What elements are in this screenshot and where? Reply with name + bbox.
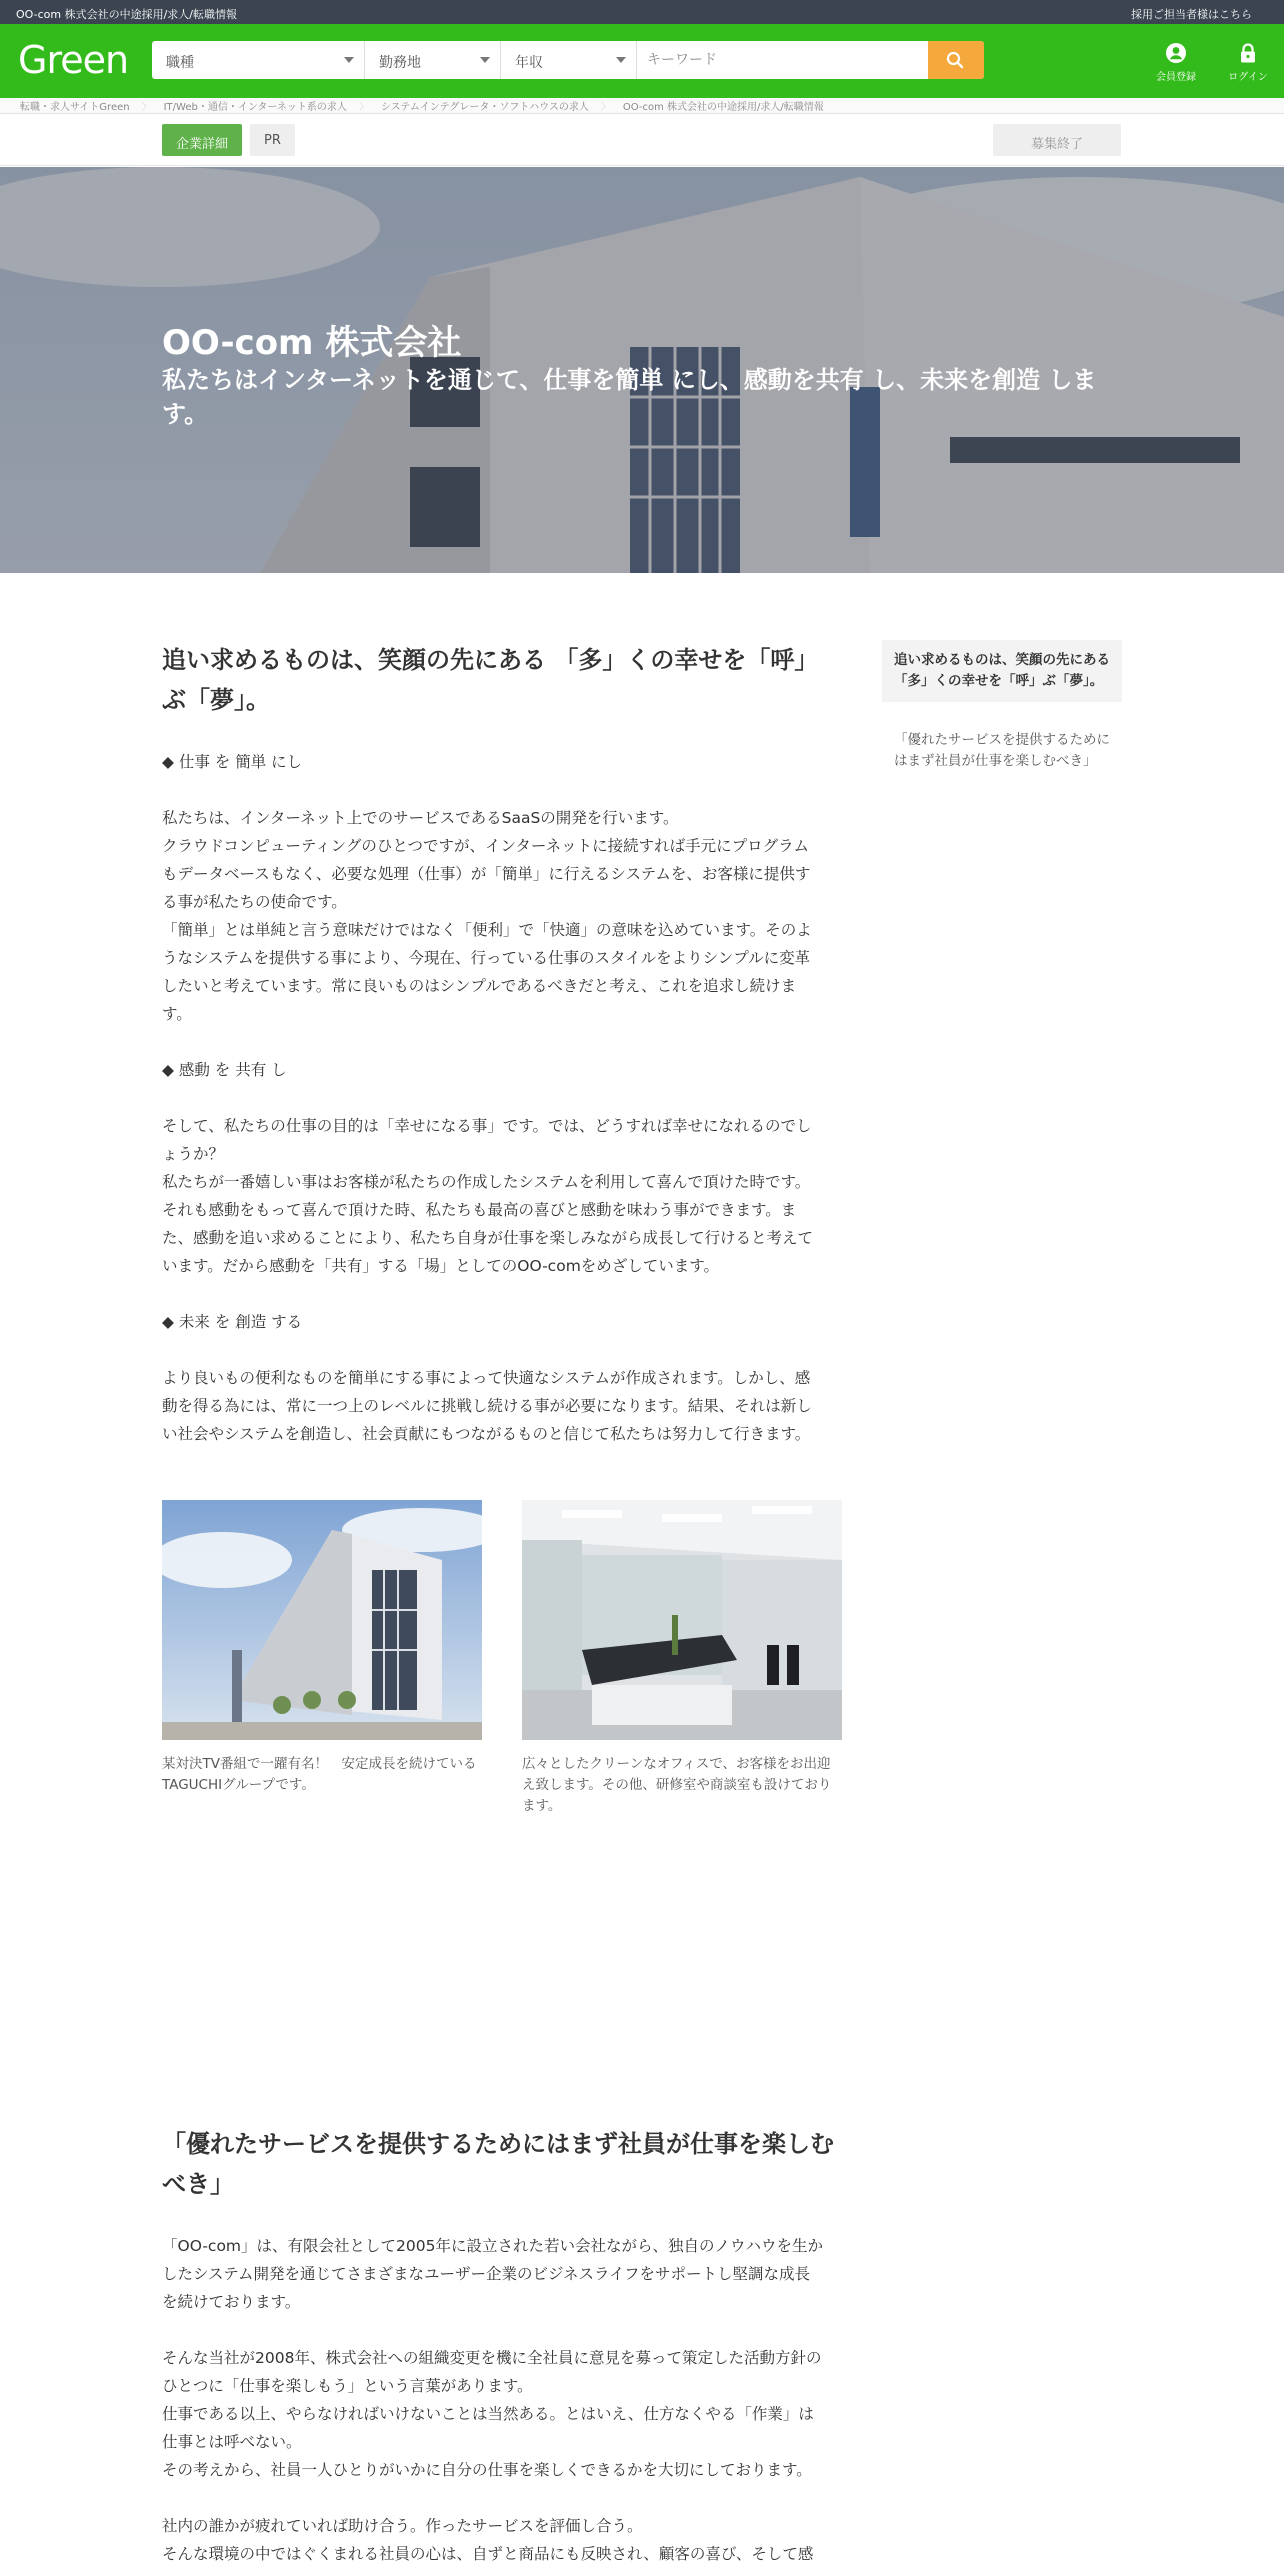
search-bar (152, 41, 984, 79)
sidebar-item[interactable]: 「優れたサービスを提供するためにはまず社員が仕事を楽しむべき」 (894, 732, 1110, 769)
sidebar-item-active[interactable]: 追い求めるものは、笑顔の先にある 「多」くの幸せを「呼」ぶ「夢」。 (882, 640, 1122, 702)
section2-body: 「OO-com」は、有限会社として2005年に設立された若い会社ながら、独自のノウハウを生か したシステム開発を通じてさまざまなユーザー企業のビジネスライフをサポートし堅調な成長 を続けております。 そんな当社が2008年、株式会社への組織変更を機に全社員に意見を募って策定した活動方針の ひとつに「仕事を楽しもう」という言葉があります。 仕事である以上、やらなければいけないことは当然ある。とはいえ、仕方なくやる「作業」は 仕事とは呼べない。 その考えから、社員一人ひとりがいかに自分の仕事を楽しくできるかを大切にしております。 社内の誰かが疲れていれば助け合う。作ったサービスを評価し合う。 そんな環境の中ではぐくまれる社員の心は、自ずと商品にも反映され、顧客の喜び、そして感 (162, 2237, 823, 2563)
job-type-label: 職種 (166, 55, 194, 71)
hero-banner (0, 167, 1284, 573)
chevron-right-icon: 〉 (141, 102, 152, 113)
chevron-down-icon (480, 57, 490, 63)
chevron-right-icon: 〉 (600, 102, 611, 113)
breadcrumb-item[interactable]: IT/Web・通信・インターネット系の求人 (163, 102, 347, 113)
company-tabs (0, 115, 1284, 166)
article-body: ◆ 仕事 を 簡単 にし 私たちは、インターネット上でのサービスであるSaaSの開発を行います。 クラウドコンピューティングのひとつですが、インターネットに接続すれば手元にプログラム もデータベースもなく、必要な処理（仕事）が「簡単」に行えるシステムを、お客様に提供す る事が私たちの使命です。 「簡単」とは単純と言う意味だけではなく「便利」で「快適」の意味を込めています。そのよ うなシステムを提供する事により、今現在、行っている仕事のスタイルをよりシンプルに変革 したいと考えています。常に良いものはシンプルであるべきだと考え、これを追求し続けま す。 ◆ 感動 を 共有 し そして、私たちの仕事の目的は「幸せになる事」です。では、どうすれば幸せになれるのでし ょうか？ 私たちが一番嬉しい事はお客様が私たちの作成したシステムを利用して喜んで頂けた時です。 それも感動をもって喜んで頂けた時、私たちも最高の喜びと感動を味わう事ができます。ま た、感動を追い求めることにより、私たち自身が仕事を楽しみながら成長して行けると考えて います。だから感動を「共有」する「場」としてのOO-comをめざしています。 ◆ 未来 を 創造 する より良いもの便利なものを簡単にする事によって快適なシステムが作成されます。しかし、感 動を得る為には、常に一つ上のレベルに挑戦し続ける事が必要になります。結果、それは新し い社会やシステムを創造し、社会貢献にもつながるものと信じて私たちは努力して行きます。 (162, 753, 814, 1443)
sidebar-toc (882, 640, 1122, 782)
photo-caption: 某対決TV番組で一躍有名！ 安定成長を続けているTAGUCHIグループです。 (162, 1756, 477, 1793)
photo-card (162, 1500, 482, 1796)
breadcrumb-current: OO-com 株式会社の中途採用/求人/転職情報 (622, 102, 824, 113)
breadcrumb (0, 98, 1284, 114)
recruiter-link[interactable]: 採用ご担当者様はこちら (1131, 8, 1252, 21)
breadcrumb-item[interactable]: 転職・求人サイトGreen (20, 102, 130, 113)
recruitment-closed-badge: 募集終了 (993, 124, 1121, 156)
tab-company-detail[interactable]: 企業詳細 (162, 124, 242, 156)
section2-title: 「優れたサービスを提供するためにはまず社員が仕事を楽しむべき」 (162, 2130, 834, 2198)
salary-label: 年収 (515, 55, 543, 71)
login-button[interactable] (1218, 42, 1278, 83)
top-info-bar (0, 0, 1284, 24)
site-header (0, 24, 1284, 98)
building-exterior-image (162, 1500, 482, 1740)
office-lobby-photo (522, 1500, 842, 1740)
company-name: OO-com 株式会社 (162, 323, 462, 363)
photo-caption: 広々としたクリーンなオフィスで、お客様をお出迎え致します。その他、研修室や商談室も設けております。 (522, 1756, 832, 1814)
login-label: ログイン (1228, 72, 1268, 83)
location-label: 勤務地 (379, 55, 421, 71)
keyword-input[interactable] (637, 41, 928, 79)
search-button[interactable] (928, 41, 984, 79)
register-button[interactable] (1146, 42, 1206, 83)
company-tagline: 私たちはインターネットを通じて、仕事を簡単 にし、感動を共有 し、未来を創造 します。 (162, 366, 1097, 428)
building-exterior-photo (162, 1500, 482, 1740)
tab-pr[interactable]: PR (250, 124, 295, 156)
search-icon (946, 51, 964, 69)
article-section-2 (162, 2124, 842, 2568)
office-lobby-image (522, 1500, 842, 1740)
article-section (162, 640, 842, 1448)
chevron-right-icon: 〉 (358, 102, 369, 113)
salary-select[interactable] (501, 41, 637, 79)
job-type-select[interactable] (152, 41, 365, 79)
breadcrumb-item[interactable]: システムインテグレータ・ソフトハウスの求人 (380, 102, 589, 113)
page-context-text: OO-com 株式会社の中途採用/求人/転職情報 (16, 8, 237, 21)
lock-icon (1237, 42, 1259, 64)
article-title: 追い求めるものは、笑顔の先にある 「多」くの幸せを「呼」ぶ「夢」。 (162, 646, 819, 714)
green-logo[interactable]: Green (18, 38, 129, 82)
chevron-down-icon (344, 57, 354, 63)
chevron-down-icon (616, 57, 626, 63)
photo-card (522, 1500, 842, 1817)
register-label: 会員登録 (1156, 72, 1196, 83)
user-icon (1165, 42, 1187, 64)
location-select[interactable] (365, 41, 501, 79)
